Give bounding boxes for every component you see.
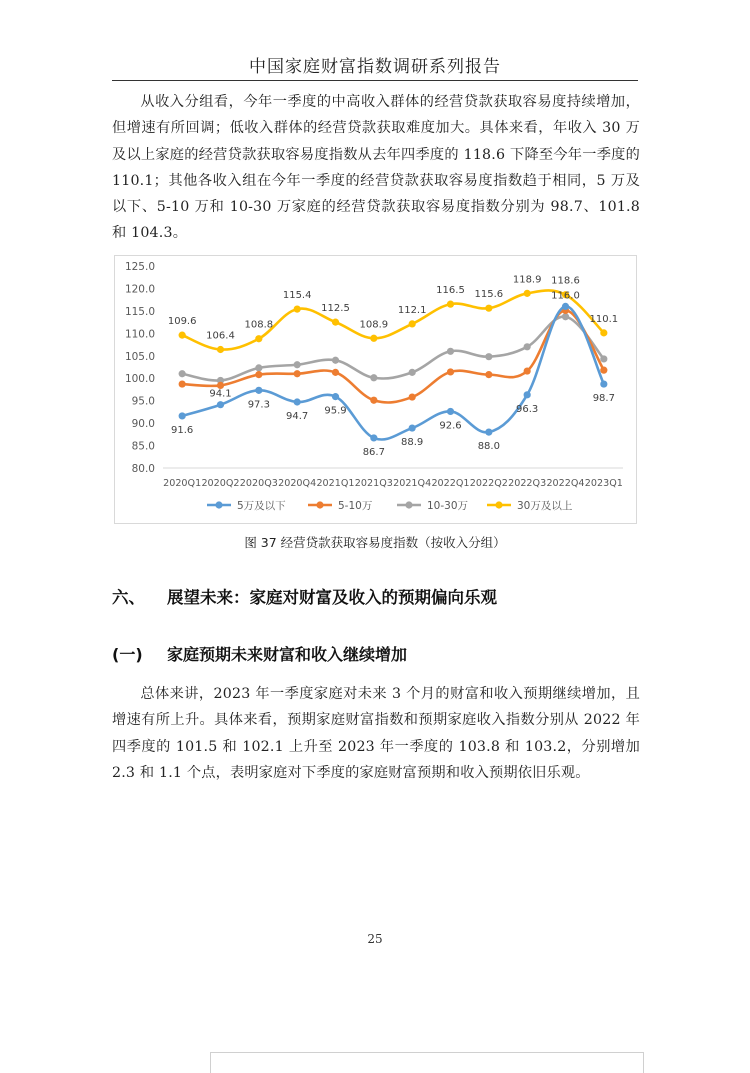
data-point: [447, 408, 454, 415]
subsection-heading: [112, 642, 407, 665]
data-point: [409, 424, 416, 431]
data-point: [524, 367, 531, 374]
data-point: [524, 290, 531, 297]
data-label: 88.0: [477, 441, 500, 453]
data-point: [485, 353, 492, 360]
data-point: [255, 371, 262, 378]
x-tick-label: 2022Q1: [431, 478, 470, 489]
y-tick-label: 105.0: [124, 350, 155, 363]
data-point: [332, 357, 339, 364]
y-tick-label: 100.0: [124, 373, 155, 386]
data-point: [524, 343, 531, 350]
y-tick-label: 125.0: [124, 261, 155, 273]
data-label: 112.1: [397, 304, 427, 316]
data-label: 95.9: [324, 405, 347, 417]
section-number: 六、: [112, 588, 145, 607]
data-point: [255, 364, 262, 371]
data-point: [485, 305, 492, 312]
data-point: [447, 348, 454, 355]
data-label: 86.7: [362, 446, 385, 458]
chart-svg: [115, 256, 636, 523]
y-tick-label: 90.0: [131, 418, 155, 431]
data-point: [600, 329, 607, 336]
x-tick-label: 2020Q1: [163, 478, 202, 489]
data-label: 109.6: [167, 316, 197, 328]
chart-loan-ease-index: [114, 255, 637, 524]
data-label: 88.9: [401, 437, 424, 449]
data-point: [217, 346, 224, 353]
data-label: 97.3: [247, 399, 270, 411]
x-tick-label: 2021Q1: [316, 478, 355, 489]
legend-swatch-marker: [405, 501, 412, 508]
data-point: [447, 301, 454, 308]
data-point: [370, 434, 377, 441]
legend-swatch-marker: [495, 501, 502, 508]
x-tick-label: 2022Q3: [508, 478, 547, 489]
data-point: [562, 313, 569, 320]
data-point: [524, 391, 531, 398]
data-label: 91.6: [171, 424, 194, 436]
data-label: 108.8: [244, 319, 274, 331]
y-tick-label: 115.0: [124, 305, 155, 318]
x-tick-label: 2021Q4: [393, 478, 432, 489]
legend-swatch-marker: [316, 501, 323, 508]
y-tick-label: 110.0: [124, 328, 155, 341]
data-point: [600, 380, 607, 387]
data-point: [370, 374, 377, 381]
header-rule: [112, 80, 638, 81]
y-tick-label: 95.0: [131, 395, 155, 408]
data-label: 108.9: [359, 319, 389, 331]
data-point: [409, 369, 416, 376]
data-point: [217, 401, 224, 408]
x-tick-label: 2020Q4: [278, 478, 317, 489]
data-point: [485, 371, 492, 378]
data-label: 115.6: [474, 289, 504, 301]
data-label: 116.0: [551, 290, 580, 302]
data-point: [447, 368, 454, 375]
section-title: 展望未来：家庭对财富及收入的预期偏向乐观: [167, 588, 497, 607]
y-tick-label: 80.0: [131, 463, 155, 475]
legend-label: 5-10万: [338, 500, 373, 512]
legend-label: 5万及以下: [237, 500, 286, 512]
data-point: [332, 319, 339, 326]
x-tick-label: 2021Q3: [354, 478, 393, 489]
data-point: [409, 320, 416, 327]
running-header: 中国家庭财富指数调研系列报告: [249, 57, 501, 77]
data-label: 98.7: [592, 393, 615, 405]
data-point: [600, 355, 607, 362]
data-point: [294, 361, 301, 368]
legend-swatch-marker: [215, 501, 222, 508]
data-label: 92.6: [439, 420, 462, 432]
x-tick-label: 2022Q2: [469, 478, 508, 489]
data-label: 94.1: [209, 388, 232, 400]
data-point: [179, 332, 186, 339]
data-point: [562, 303, 569, 310]
data-point: [332, 369, 339, 376]
data-point: [332, 393, 339, 400]
x-tick-label: 2020Q3: [239, 478, 278, 489]
subsection-title: 家庭预期未来财富和收入继续增加: [167, 645, 408, 664]
legend-label: 10-30万: [427, 500, 469, 512]
data-label: 94.7: [286, 411, 309, 423]
data-label: 118.6: [551, 275, 580, 287]
page-number: 25: [367, 932, 383, 946]
y-tick-label: 120.0: [124, 283, 155, 296]
data-point: [294, 398, 301, 405]
paragraph-income-groups: 从收入分组看，今年一季度的中高收入群体的经营贷款获取容易度持续增加，但增速有所回调；低收入群体的经营贷款获取难度加大。具体来看，年收入 30 万及以上家庭的经营贷款获取容易度指数从去年四季度的 118.6 下降至今年一季度的 110.1；其他各收入组在今年一季度的经营贷款获取容易度指数趋于相同，5 万及以下、5-10 万和 10-30 万家庭的经营贷款获取容易度指数分别为 98.7、101.8 和 104.3。: [112, 94, 640, 242]
data-label: 96.3: [516, 403, 539, 415]
data-label: 106.4: [206, 330, 235, 342]
data-label: 112.5: [321, 303, 350, 315]
data-point: [485, 428, 492, 435]
data-point: [600, 367, 607, 374]
data-point: [255, 335, 262, 342]
data-point: [370, 335, 377, 342]
data-label: 116.5: [436, 285, 465, 297]
figure-caption: 图 37 经营贷款获取容易度指数（按收入分组）: [244, 535, 506, 550]
data-point: [179, 380, 186, 387]
legend-label: 30万及以上: [517, 500, 573, 512]
x-tick-label: 2020Q2: [201, 478, 240, 489]
data-label: 118.9: [512, 274, 542, 286]
data-label: 115.4: [282, 290, 312, 302]
data-point: [294, 370, 301, 377]
data-point: [409, 393, 416, 400]
x-tick-label: 2022Q4: [546, 478, 585, 489]
data-point: [179, 412, 186, 419]
data-point: [179, 370, 186, 377]
y-tick-label: 85.0: [131, 440, 155, 453]
data-point: [255, 387, 262, 394]
data-point: [370, 397, 377, 404]
data-label: 110.1: [589, 313, 619, 325]
section-heading: [112, 584, 497, 608]
subsection-number: (一): [112, 645, 143, 664]
x-tick-label: 2023Q1: [584, 478, 623, 489]
footer-frame: [210, 1052, 644, 1073]
paragraph-expectations: 总体来讲，2023 年一季度家庭对未来 3 个月的财富和收入预期继续增加，且增速有所上升。具体来看，预期家庭财富指数和预期家庭收入指数分别从 2022 年四季度的 101.5 和 102.1 上升至 2023 年一季度的 103.8 和 103.2，分别增加 2.3 和 1.1 个点，表明家庭对下季度的家庭财富预期和收入预期依旧乐观。: [112, 686, 640, 781]
data-point: [294, 305, 301, 312]
